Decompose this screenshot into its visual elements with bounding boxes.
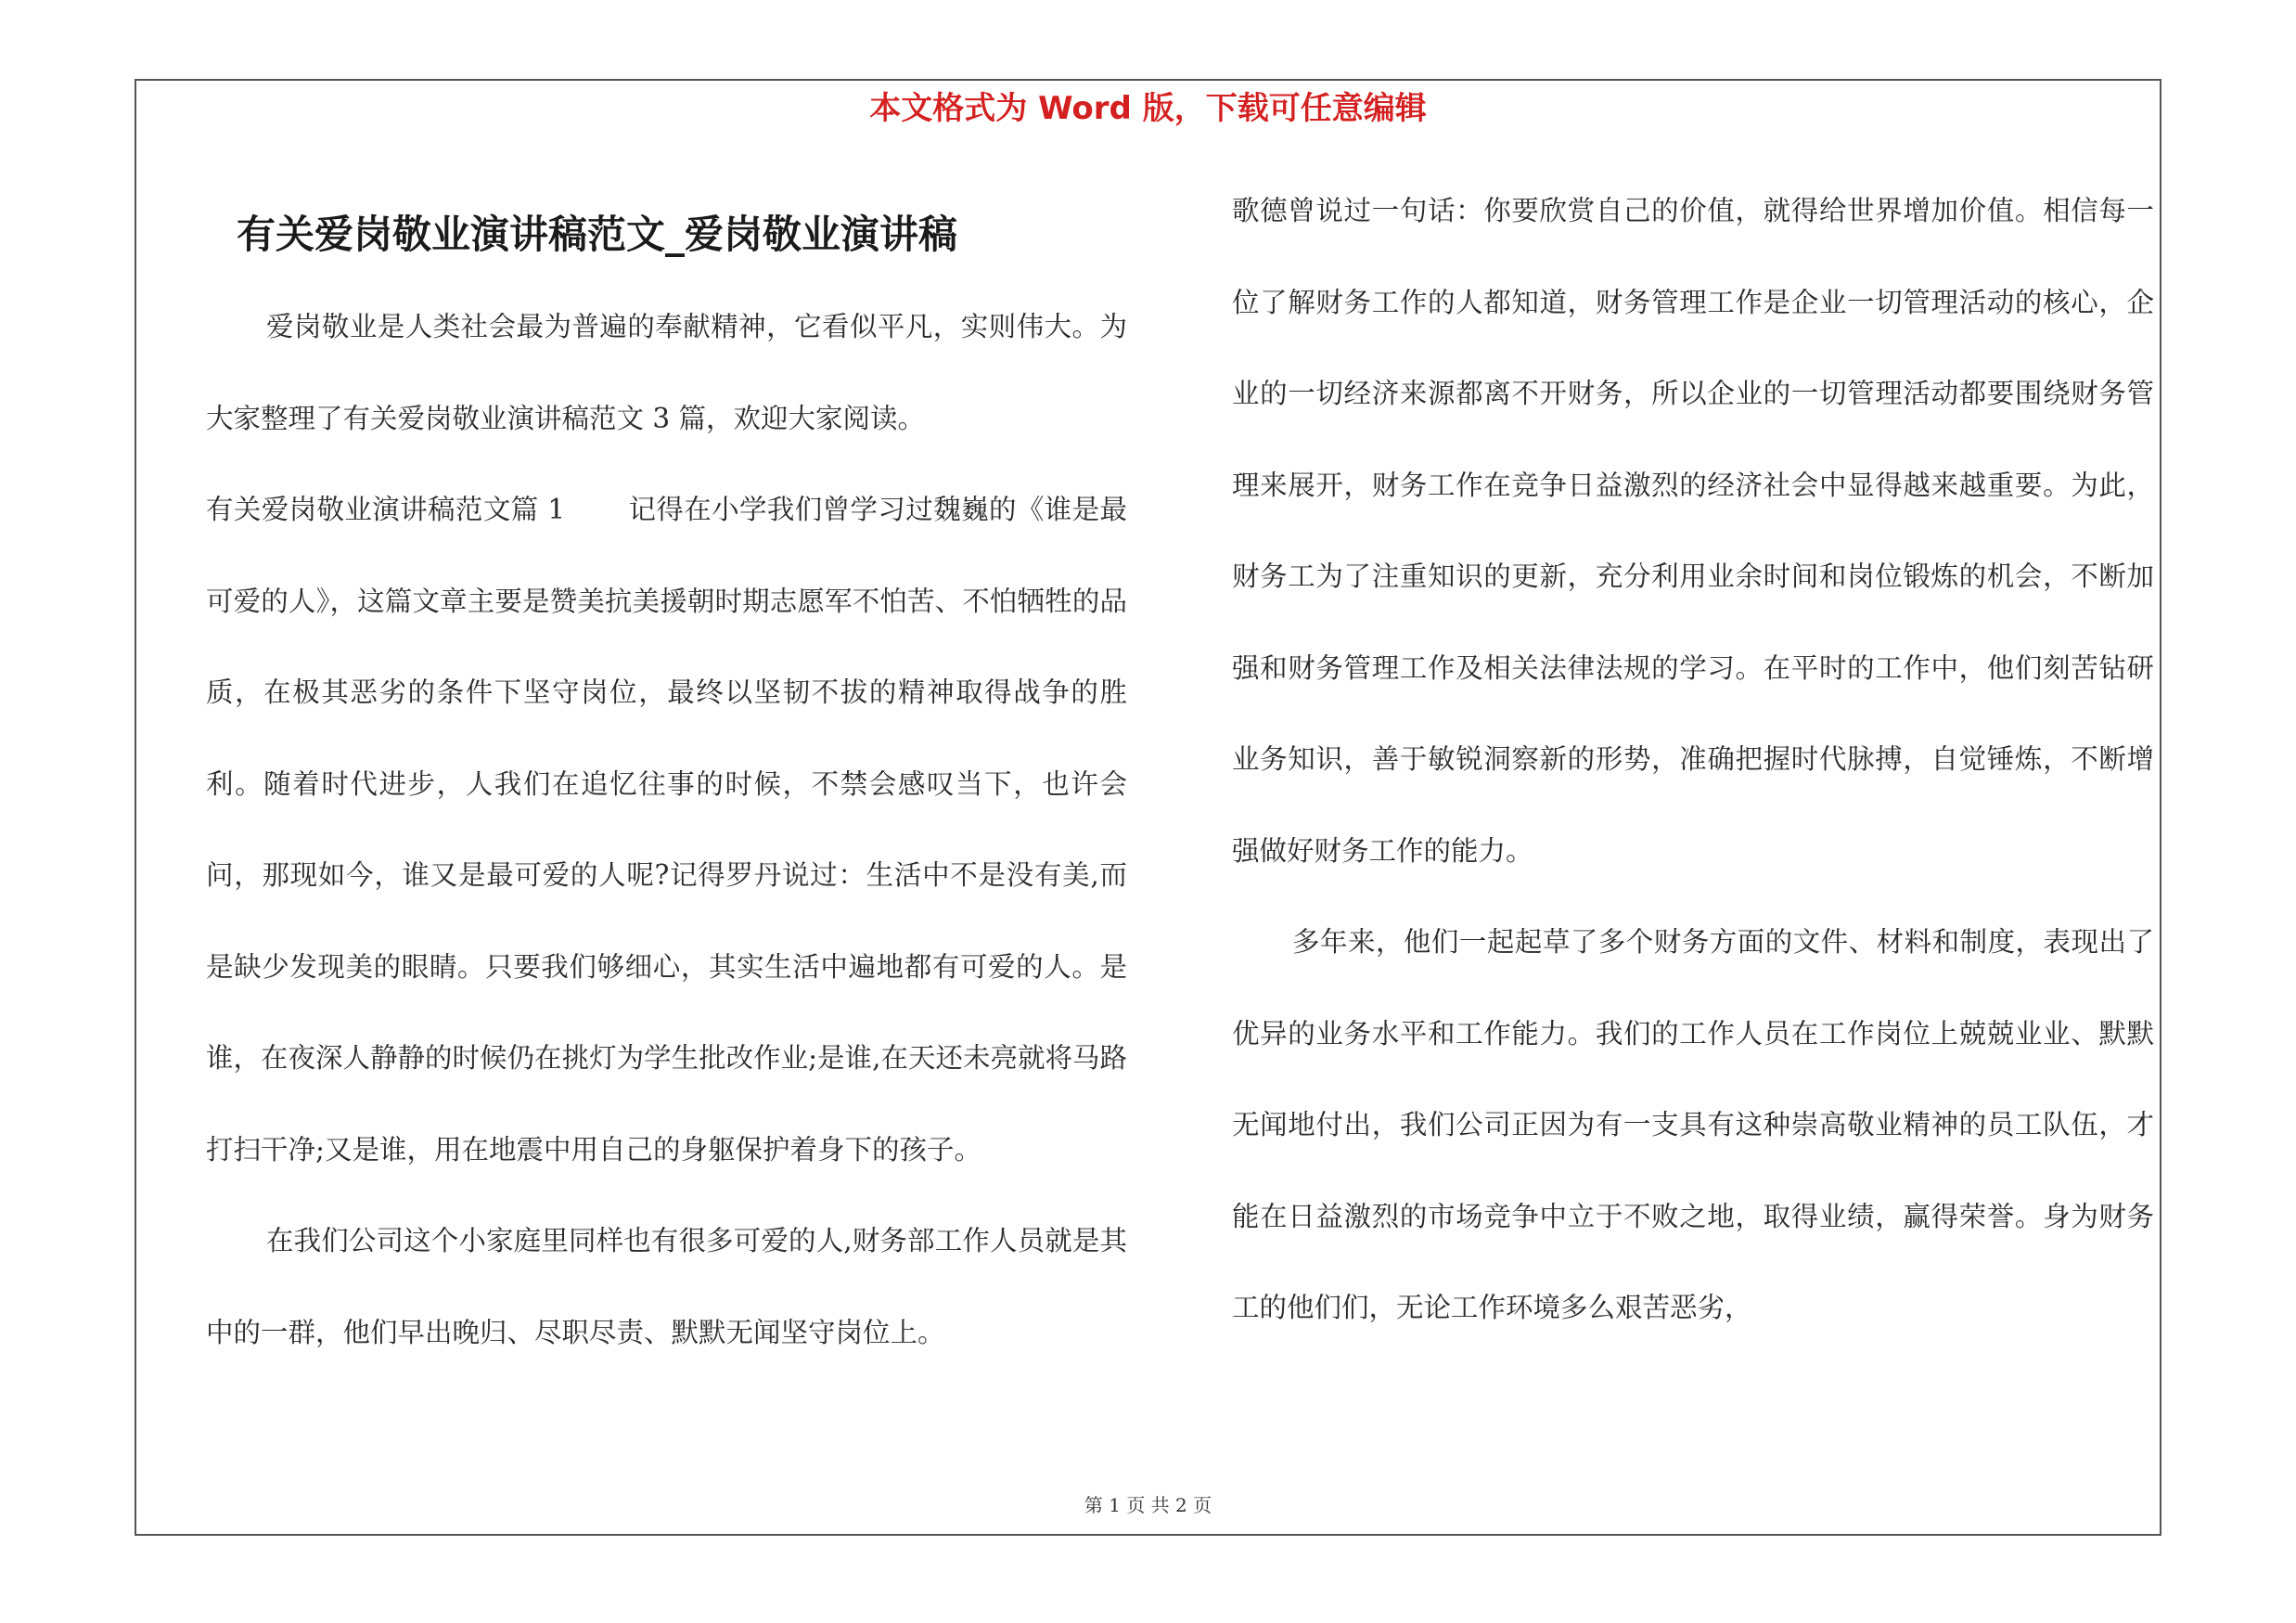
section-body: 记得在小学我们曾学习过魏巍的《谁是最可爱的人》，这篇文章主要是赞美抗美援朝时期志愿军不怕苦、不怕牺牲的品质，在极其恶劣的条件下坚守岗位，最终以坚韧不拔的精神取得战争的胜利。随着时代进步，人我们在追忆往事的时候，不禁会感叹当下，也许会问，那现如今，谁又是最可爱的人呢?记得罗丹说过：生活中不是没有美,而是缺少发现美的眼睛。只要我们够细心，其实生活中遍地都有可爱的人。是谁，在夜深人静静的时候仍在挑灯为学生批改作业;是谁,在天还未亮就将马路打扫干净;又是谁，用在地震中用自己的身躯保护着身下的孩子。 bbox=[206, 494, 1127, 1166]
page-number-footer: 第 1 页 共 2 页 bbox=[1084, 1494, 1212, 1516]
document-title: 有关爱岗敬业演讲稿范文_爱岗敬业演讲稿 bbox=[237, 212, 958, 257]
paragraph-finance-team: 在我们公司这个小家庭里同样也有很多可爱的人,财务部工作人员就是其中的一群，他们早出晚归、尽职尽责、默默无闻坚守岗位上。 bbox=[206, 1225, 1127, 1348]
intro-paragraph: 爱岗敬业是人类社会最为普遍的奉献精神，它看似平凡，实则伟大。为大家整理了有关爱岗敬业演讲稿范文 3 篇，欢迎大家阅读。 bbox=[206, 311, 1127, 434]
section-paragraph bbox=[206, 464, 1127, 1195]
format-notice-banner: 本文格式为 Word 版，下载可任意编辑 bbox=[869, 90, 1427, 127]
section-heading: 有关爱岗敬业演讲稿范文篇 1 bbox=[206, 494, 566, 525]
paragraph-goethe: 歌德曾说过一句话：你要欣赏自己的价值，就得给世界增加价值。相信每一位了解财务工作的人都知道，财务管理工作是企业一切管理活动的核心，企业的一切经济来源都离不开财务，所以企业的一切管理活动都要围绕财务管理来展开，财务工作在竞争日益激烈的经济社会中显得越来越重要。为此，财务工为了注重知识的更新，充分利用业余时间和岗位锻炼的机会，不断加强和财务管理工作及相关法律法规的学习。在平时的工作中，他们刻苦钻研业务知识，善于敏锐洞察新的形势，准确把握时代脉搏，自觉锤炼，不断增强做好财务工作的能力。 bbox=[1232, 195, 2154, 867]
right-column bbox=[1232, 165, 2154, 1354]
paragraph-many-years: 多年来，他们一起起草了多个财务方面的文件、材料和制度，表现出了优异的业务水平和工作能力。我们的工作人员在工作岗位上兢兢业业、默默无闻地付出，我们公司正因为有一支具有这种崇高敬业精神的员工队伍，才能在日益激烈的市场竞争中立于不败之地，取得业绩，赢得荣誉。身为财务工的他们们，无论工作环境多么艰苦恶劣， bbox=[1232, 926, 2154, 1323]
left-column bbox=[206, 281, 1127, 1378]
